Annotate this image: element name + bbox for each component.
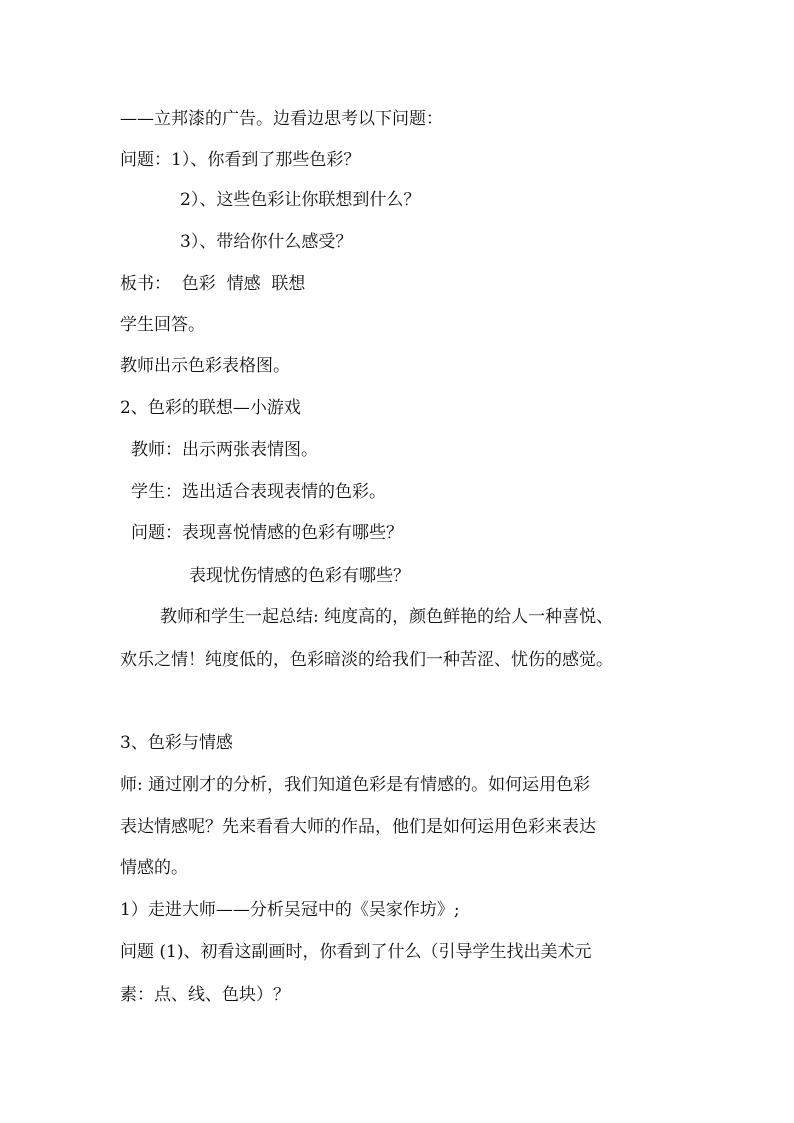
text-line-20: 问题 (1)、初看这副画时，你看到了什么（引导学生找出美术元 — [120, 942, 592, 962]
section-heading-2: 2、色彩的联想—小游戏 — [120, 398, 301, 418]
text-line-21: 素：点、线、色块）？ — [120, 985, 290, 1005]
text-line-2: 问题：1）、你看到了那些色彩？ — [120, 150, 361, 170]
text-line-17: 表达情感呢？先来看看大师的作品，他们是如何运用色彩来表达 — [120, 817, 596, 837]
text-line-7: 教师出示色彩表格图。 — [120, 356, 290, 376]
text-line-13: 教师和学生一起总结: 纯度高的，颜色鲜艳的给人一种喜悦、 — [160, 607, 614, 627]
text-line-14: 欢乐之情！纯度低的，色彩暗淡的给我们一种苦涩、忧伤的感觉。 — [120, 650, 613, 670]
text-line-5: 板书： 色彩 情感 联想 — [120, 274, 306, 294]
text-line-3: 2）、这些色彩让你联想到什么？ — [180, 190, 421, 210]
text-line-1: ——立邦漆的广告。边看边思考以下问题： — [120, 109, 443, 129]
text-line-12: 表现忧伤情感的色彩有哪些？ — [189, 566, 410, 586]
text-line-11: 问题：表现喜悦情感的色彩有哪些？ — [131, 523, 403, 543]
text-line-19: 1）走进大师——分析吴冠中的《吴家作坊》; — [120, 900, 460, 920]
text-line-10: 学生：选出适合表现表情的色彩。 — [131, 482, 386, 502]
text-line-6: 学生回答。 — [120, 315, 205, 335]
text-line-9: 教师：出示两张表情图。 — [131, 440, 318, 460]
section-heading-3: 3、色彩与情感 — [120, 733, 233, 753]
text-line-18: 情感的。 — [120, 858, 188, 878]
text-line-16: 师: 通过刚才的分析，我们知道色彩是有情感的。如何运用色彩 — [120, 775, 591, 795]
text-line-4: 3）、带给你什么感受？ — [180, 232, 353, 252]
